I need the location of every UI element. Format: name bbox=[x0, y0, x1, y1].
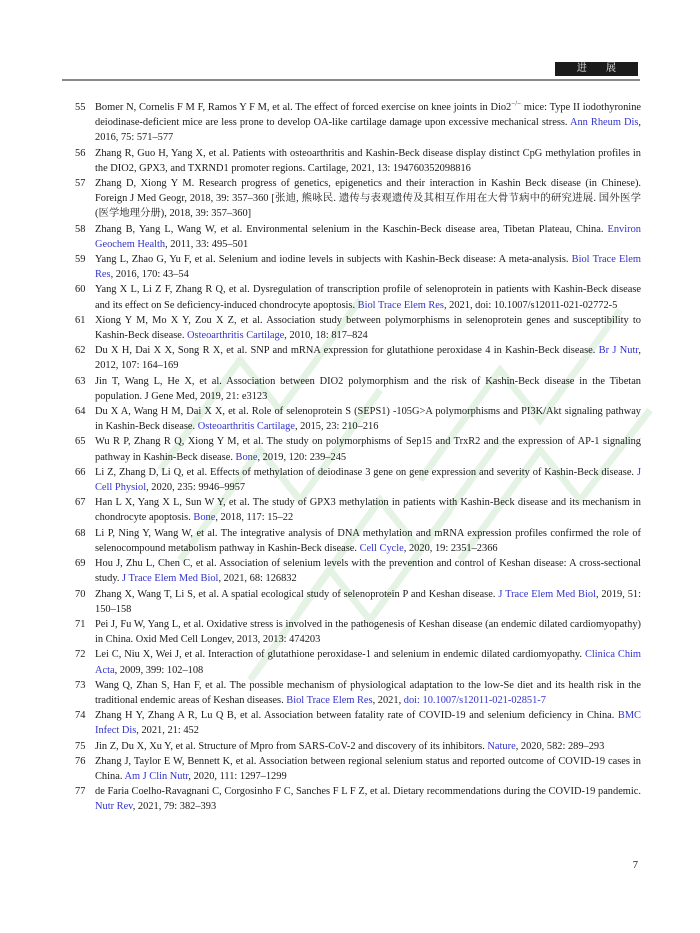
reference-text bbox=[95, 678, 641, 708]
reference-item bbox=[75, 313, 641, 343]
citation-text: , 2021, 68: 126832 bbox=[218, 573, 297, 585]
citation-text: mice: Type II iodothyronine deiodinase-deficient mice are less prone to develop OA-like cartilage damage upon excessive mechanical stress. bbox=[95, 102, 641, 129]
reference-number: 65 bbox=[75, 436, 86, 448]
citation-text: Zhang J, Taylor E W, Bennett K, et al. Association between regional selenium status and reported outcome of COVID-19 cases in China. bbox=[95, 755, 641, 782]
reference-item bbox=[75, 708, 641, 738]
reference-item bbox=[75, 754, 641, 784]
citation-text: Wu R P, Zhang R Q, Xiong Y M, et al. The study on polymorphisms of Sep15 and TrxR2 and the expression of AP-1 signaling pathway in Kashin-Beck disease. bbox=[95, 436, 641, 463]
citation-text: Zhang B, Yang L, Wang W, et al. Environmental selenium in the Kaschin-Beck disease area, Tibetan Plateau, China. bbox=[95, 223, 608, 235]
citation-text: Zhang R, Guo H, Yang X, et al. Patients with osteoarthritis and Kashin-Beck disease display distinct CpG methylation profiles in the DIO2, GPX3, and TXRND1 promoter regions. Cartilage, 2021, 13: 194760352098816 bbox=[95, 147, 641, 174]
journal-link[interactable]: Clinica Chim Acta bbox=[95, 649, 642, 676]
citation-text: , 2010, 18: 817–824 bbox=[284, 330, 368, 342]
citation-text: , 2019, 51: 150–158 bbox=[95, 588, 641, 615]
citation-text: Wang Q, Zhan S, Han F, et al. The possible mechanism of physiological adaptation to the low-Se diet and its health risk in the traditional endemic areas of Keshan diseases. bbox=[95, 679, 641, 706]
reference-item bbox=[75, 647, 641, 677]
citation-text: Pei J, Fu W, Yang L, et al. Oxidative stress is involved in the pathogenesis of Keshan disease (an endemic dilated cardiomyopathy) in China. Oxid Med Cell Longev, 2013, 2013: 474203 bbox=[95, 618, 641, 646]
journal-link[interactable]: Am J Clin Nutr bbox=[124, 770, 189, 782]
citation-text: Li P, Ning Y, Wang W, et al. The integrative analysis of DNA methylation and mRNA expression profiles confirmed the role of selenocompound metabolism pathway in Kashin-Beck disease. bbox=[95, 527, 641, 554]
reference-number: 76 bbox=[75, 755, 86, 767]
citation-text: Du X H, Dai X X, Song R X, et al. SNP and mRNA expression for glutathione peroxidase 4 in Kashin-Beck disease. bbox=[95, 345, 599, 357]
journal-link[interactable]: J Cell Physiol bbox=[95, 466, 641, 494]
reference-item bbox=[75, 556, 641, 586]
reference-text bbox=[95, 222, 641, 252]
reference-item bbox=[75, 587, 641, 617]
reference-item bbox=[75, 784, 641, 814]
citation-text: Yang X L, Li Z F, Zhang R Q, et al. Dysregulation of transcription profile of selenoprotein in patients with Kashin-Beck disease and its effect on Se deficiency-induced chondrocyte apoptosis. bbox=[95, 284, 641, 311]
reference-item bbox=[75, 374, 641, 404]
citation-text: Zhang H Y, Zhang A R, Lu Q B, et al. Association between fatality rate of COVID-19 and selenium deficiency in China. bbox=[95, 710, 618, 722]
journal-link[interactable]: Br J Nutr bbox=[598, 345, 639, 357]
reference-text bbox=[95, 100, 641, 146]
reference-item bbox=[75, 495, 641, 525]
citation-text: , 2016, 170: 43–54 bbox=[110, 269, 189, 281]
reference-number: 74 bbox=[75, 710, 86, 722]
citation-text: de Faria Coelho-Ravagnani C, Corgosinho F C, Sanches F L F Z, et al. Dietary recommendations during the COVID-19 pandemic. bbox=[95, 786, 641, 798]
citation-text: , 2021, 21: 452 bbox=[136, 725, 199, 737]
reference-text bbox=[95, 313, 641, 343]
citation-text: , 2020, 111: 1297–1299 bbox=[188, 770, 287, 782]
citation-text: Jin Z, Du X, Xu Y, et al. Structure of Mpro from SARS-CoV-2 and discovery of its inhibitors. bbox=[95, 740, 488, 752]
journal-link[interactable]: Ann Rheum Dis bbox=[569, 117, 639, 129]
journal-link[interactable]: Osteoarthritis Cartilage bbox=[197, 421, 295, 433]
reference-item bbox=[75, 146, 641, 176]
journal-link[interactable]: J Trace Elem Med Biol bbox=[122, 573, 219, 585]
reference-text bbox=[95, 617, 641, 647]
reference-text bbox=[95, 176, 641, 222]
reference-number: 59 bbox=[75, 254, 86, 266]
journal-link[interactable]: J Trace Elem Med Biol bbox=[498, 588, 596, 600]
citation-text: Bomer N, Cornelis F M F, Ramos Y F M, et al. The effect of forced exercise on knee joints in Dio2 bbox=[95, 102, 512, 113]
citation-text: Hou J, Zhu L, Chen C, et al. Association of selenium levels with the prevention and control of Keshan disease: A cross-sectional study. bbox=[95, 558, 641, 585]
reference-text bbox=[95, 495, 641, 525]
reference-item bbox=[75, 176, 641, 222]
reference-number: 63 bbox=[75, 375, 86, 387]
citation-text: , 2016, 75: 571–577 bbox=[95, 117, 641, 144]
citation-text: Jin T, Wang L, He X, et al. Association between DIO2 polymorphism and the risk of Kashin-Beck disease in the Tibetan population. J Gene Med, 2019, 21: e3123 bbox=[95, 375, 641, 402]
journal-link[interactable]: Osteoarthritis Cartilage bbox=[187, 330, 285, 342]
citation-text: , 2021, bbox=[372, 694, 404, 706]
reference-item bbox=[75, 526, 641, 556]
reference-text bbox=[95, 587, 641, 617]
reference-text bbox=[95, 526, 641, 556]
superscript-text: −/− bbox=[511, 99, 522, 108]
citation-text: Xiong Y M, Mo X Y, Zou X Z, et al. Association study between polymorphisms in selenoprotein genes and susceptibility to Kashin-Beck disease. bbox=[95, 314, 641, 342]
reference-item bbox=[75, 617, 641, 647]
citation-text: Yang L, Zhao G, Yu F, et al. Selenium and iodine levels in subjects with Kashin-Beck disease: A meta-analysis. bbox=[95, 254, 572, 266]
reference-item bbox=[75, 404, 641, 434]
reference-text bbox=[95, 754, 641, 784]
citation-text: , 2015, 23: 210–216 bbox=[294, 421, 379, 433]
reference-item bbox=[75, 343, 641, 373]
journal-link[interactable]: doi: 10.1007/s12011-021-02851-7 bbox=[403, 694, 546, 706]
journal-link[interactable]: Nutr Rev bbox=[95, 801, 133, 813]
citation-text: Du X A, Wang H M, Dai X X, et al. Role of selenoprotein S (SEPS1) -105G>A polymorphisms and PI3K/Akt signaling pathway in Kashin-Beck disease. bbox=[95, 406, 641, 433]
citation-text: , 2020, 19: 2351–2366 bbox=[403, 542, 498, 554]
citation-text: , 2018, 117: 15–22 bbox=[215, 512, 294, 524]
reference-text bbox=[95, 434, 641, 464]
reference-number: 73 bbox=[75, 679, 86, 691]
reference-number: 57 bbox=[75, 178, 86, 190]
journal-link[interactable]: Cell Cycle bbox=[359, 542, 404, 554]
reference-number: 55 bbox=[75, 102, 86, 113]
citation-text: , 2021, 79: 382–393 bbox=[132, 801, 217, 813]
reference-number: 77 bbox=[75, 786, 86, 798]
journal-link[interactable]: Biol Trace Elem Res bbox=[286, 694, 373, 706]
reference-number: 70 bbox=[75, 588, 86, 600]
reference-number: 75 bbox=[75, 740, 86, 752]
references-list bbox=[75, 100, 641, 815]
reference-text bbox=[95, 252, 641, 282]
reference-item bbox=[75, 678, 641, 708]
reference-number: 62 bbox=[75, 345, 86, 357]
journal-link[interactable]: Nature bbox=[487, 740, 516, 752]
reference-number: 56 bbox=[75, 147, 86, 159]
reference-text bbox=[95, 708, 641, 738]
reference-number: 66 bbox=[75, 466, 86, 478]
page-number: 7 bbox=[632, 860, 638, 871]
journal-link[interactable]: Biol Trace Elem Res bbox=[95, 254, 641, 281]
reference-number: 58 bbox=[75, 223, 86, 235]
citation-text: Li Z, Zhang D, Li Q, et al. Effects of methylation of deiodinase 3 gene on gene expression and severity of Kashin-Beck disease. bbox=[95, 466, 637, 478]
reference-text bbox=[95, 282, 641, 312]
reference-item bbox=[75, 434, 641, 464]
reference-text bbox=[95, 374, 641, 404]
reference-text bbox=[95, 343, 641, 373]
citation-text: , 2019, 120: 239–245 bbox=[257, 451, 347, 463]
journal-link[interactable]: Biol Trace Elem Res bbox=[357, 299, 444, 311]
reference-number: 68 bbox=[75, 527, 86, 539]
reference-text bbox=[95, 784, 641, 814]
reference-text bbox=[95, 647, 641, 677]
journal-link[interactable]: Environ Geochem Health bbox=[95, 223, 641, 250]
reference-number: 71 bbox=[75, 618, 86, 630]
reference-number: 61 bbox=[75, 314, 86, 326]
reference-number: 69 bbox=[75, 558, 86, 570]
reference-number: 67 bbox=[75, 497, 86, 509]
citation-text: , 2009, 399: 102–108 bbox=[114, 664, 204, 676]
citation-text: Han L X, Yang X L, Sun W Y, et al. The study of GPX3 methylation in patients with Kashin-Beck disease and its mechanism in chondrocyte apoptosis. bbox=[95, 497, 641, 524]
reference-item bbox=[75, 282, 641, 312]
header-rule bbox=[62, 79, 640, 81]
journal-link[interactable]: BMC Infect Dis bbox=[95, 710, 641, 737]
journal-link[interactable]: Bone bbox=[235, 451, 258, 463]
reference-item bbox=[75, 252, 641, 282]
citation-text: , 2021, doi: 10.1007/s12011-021-02772-5 bbox=[443, 299, 618, 311]
citation-text: Zhang X, Wang T, Li S, et al. A spatial ecological study of selenoprotein P and Keshan disease. bbox=[95, 588, 499, 600]
reference-item bbox=[75, 100, 641, 146]
reference-number: 60 bbox=[75, 284, 86, 296]
reference-text bbox=[95, 739, 641, 754]
journal-link[interactable]: Bone bbox=[193, 512, 216, 524]
reference-number: 72 bbox=[75, 649, 86, 661]
reference-text bbox=[95, 465, 641, 495]
citation-text: , 2020, 235: 9946–9957 bbox=[146, 482, 246, 494]
reference-item bbox=[75, 465, 641, 495]
reference-item bbox=[75, 739, 641, 754]
citation-text: , 2011, 33: 495–501 bbox=[165, 238, 249, 250]
citation-text: Zhang D, Xiong Y M. Research progress of genetics, epigenetics and their interaction in Kashin Beck disease (in Chinese). Foreign J Med Geogr, 2018, 39: 357–360 [张迪, 熊咏民. 遗传与表观遗传及其相互作用在大骨节病中的研究进展. 国外医学(医学地理分册), 2018, 39: 357–360] bbox=[95, 178, 641, 220]
citation-text: , 2020, 582: 289–293 bbox=[515, 740, 605, 752]
citation-text: , 2012, 107: 164–169 bbox=[95, 345, 641, 372]
reference-text bbox=[95, 146, 641, 176]
citation-text: Lei C, Niu X, Wei J, et al. Interaction of glutathione peroxidase-1 and selenium in endemic dilated cardiomyopathy. bbox=[95, 649, 585, 661]
reference-text bbox=[95, 404, 641, 434]
section-badge: 进 展 bbox=[555, 62, 638, 76]
reference-number: 64 bbox=[75, 406, 86, 418]
reference-item bbox=[75, 222, 641, 252]
reference-text bbox=[95, 556, 641, 586]
